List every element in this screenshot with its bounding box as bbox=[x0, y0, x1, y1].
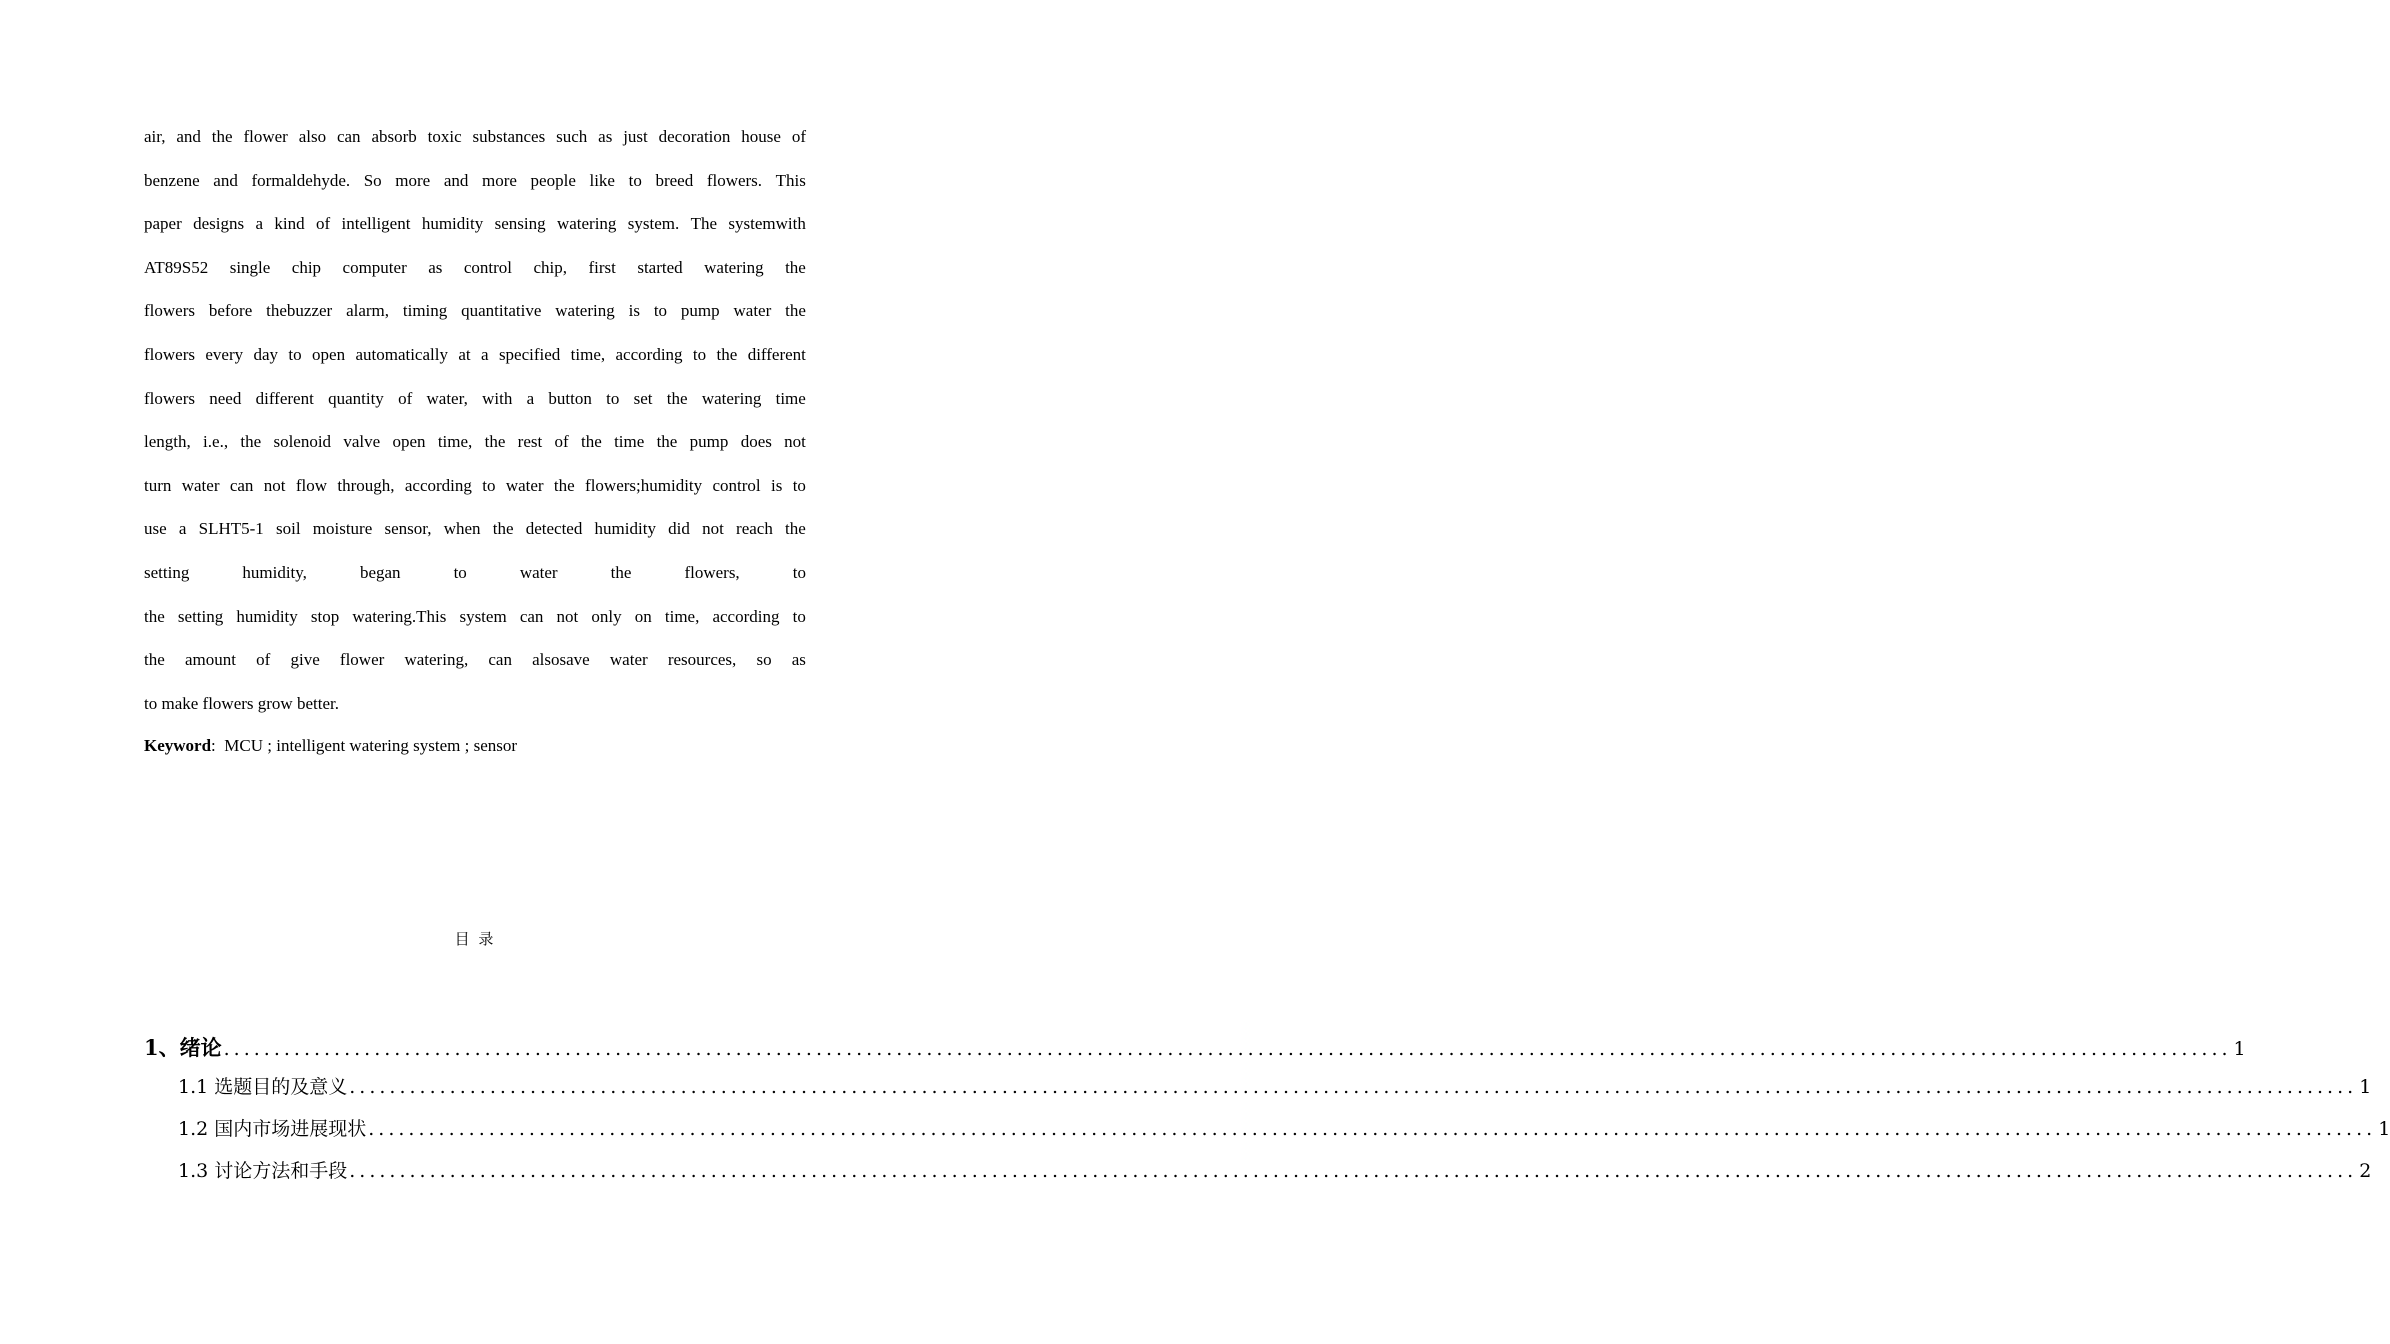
abstract-line: length, i.e., the solenoid valve open time, the rest of the time the pump does not bbox=[144, 432, 806, 452]
toc-entry-label: 1、绪论 bbox=[144, 1035, 222, 1060]
abstract-line: use a SLHT5-1 soil moisture sensor, when the detected humidity did not reach the bbox=[144, 519, 806, 539]
abstract-line: setting humidity, began to water the flowers, to bbox=[144, 562, 806, 582]
toc-page-number: 1 bbox=[2378, 1118, 2390, 1140]
toc-leader-dots: ........................................................................................................................................................................................................ bbox=[349, 1160, 2358, 1182]
toc-page-number: 2 bbox=[2359, 1160, 2372, 1182]
abstract-line: the amount of give flower watering, can alsosave water resources, so as bbox=[144, 650, 806, 670]
toc-entry[interactable] bbox=[144, 1066, 2372, 1108]
table-of-contents bbox=[144, 1030, 2390, 1192]
abstract-line: to make flowers grow better. bbox=[144, 693, 339, 713]
abstract-line: flowers every day to open automatically at a specified time, according to the different bbox=[144, 344, 806, 364]
toc-leader-dots: ........................................................................................................................................................................................................ bbox=[368, 1118, 2377, 1140]
abstract-line: flowers before thebuzzer alarm, timing quantitative watering is to pump water the bbox=[144, 301, 806, 321]
toc-page-number: 1 bbox=[2233, 1038, 2246, 1060]
keyword-line bbox=[144, 736, 517, 756]
toc-entry[interactable] bbox=[144, 1150, 2372, 1192]
abstract-line: paper designs a kind of intelligent humidity sensing watering system. The systemwith bbox=[144, 214, 806, 234]
toc-entry-label: 1.3 讨论方法和手段 bbox=[178, 1160, 348, 1182]
keyword-separator: : bbox=[211, 736, 216, 755]
toc-entry-label: 1.1 选题目的及意义 bbox=[178, 1076, 348, 1098]
abstract-line: flowers need different quantity of water, with a button to set the watering time bbox=[144, 388, 806, 408]
abstract-line: turn water can not flow through, according to water the flowers;humidity control is to bbox=[144, 475, 806, 495]
abstract-line: the setting humidity stop watering.This system can not only on time, according to bbox=[144, 606, 806, 626]
toc-leader-dots: ........................................................................................................................................................................................................ bbox=[223, 1038, 2232, 1060]
abstract-line: AT89S52 single chip computer as control chip, first started watering the bbox=[144, 257, 806, 277]
toc-page-number: 1 bbox=[2359, 1076, 2372, 1098]
abstract-body bbox=[144, 115, 806, 725]
keyword-text: MCU ; intelligent watering system ; sensor bbox=[224, 736, 518, 755]
toc-entry[interactable] bbox=[144, 1108, 2390, 1150]
abstract-line: benzene and formaldehyde. So more and more people like to breed flowers. This bbox=[144, 170, 806, 190]
keyword-label: Keyword bbox=[144, 736, 212, 755]
toc-leader-dots: ........................................................................................................................................................................................................ bbox=[349, 1076, 2358, 1098]
abstract-line: air, and the flower also can absorb toxic substances such as just decoration house of bbox=[144, 127, 806, 146]
toc-entry[interactable] bbox=[144, 1030, 2246, 1066]
toc-title: 目 录 bbox=[454, 930, 496, 948]
toc-entry-label: 1.2 国内市场进展现状 bbox=[178, 1118, 367, 1140]
